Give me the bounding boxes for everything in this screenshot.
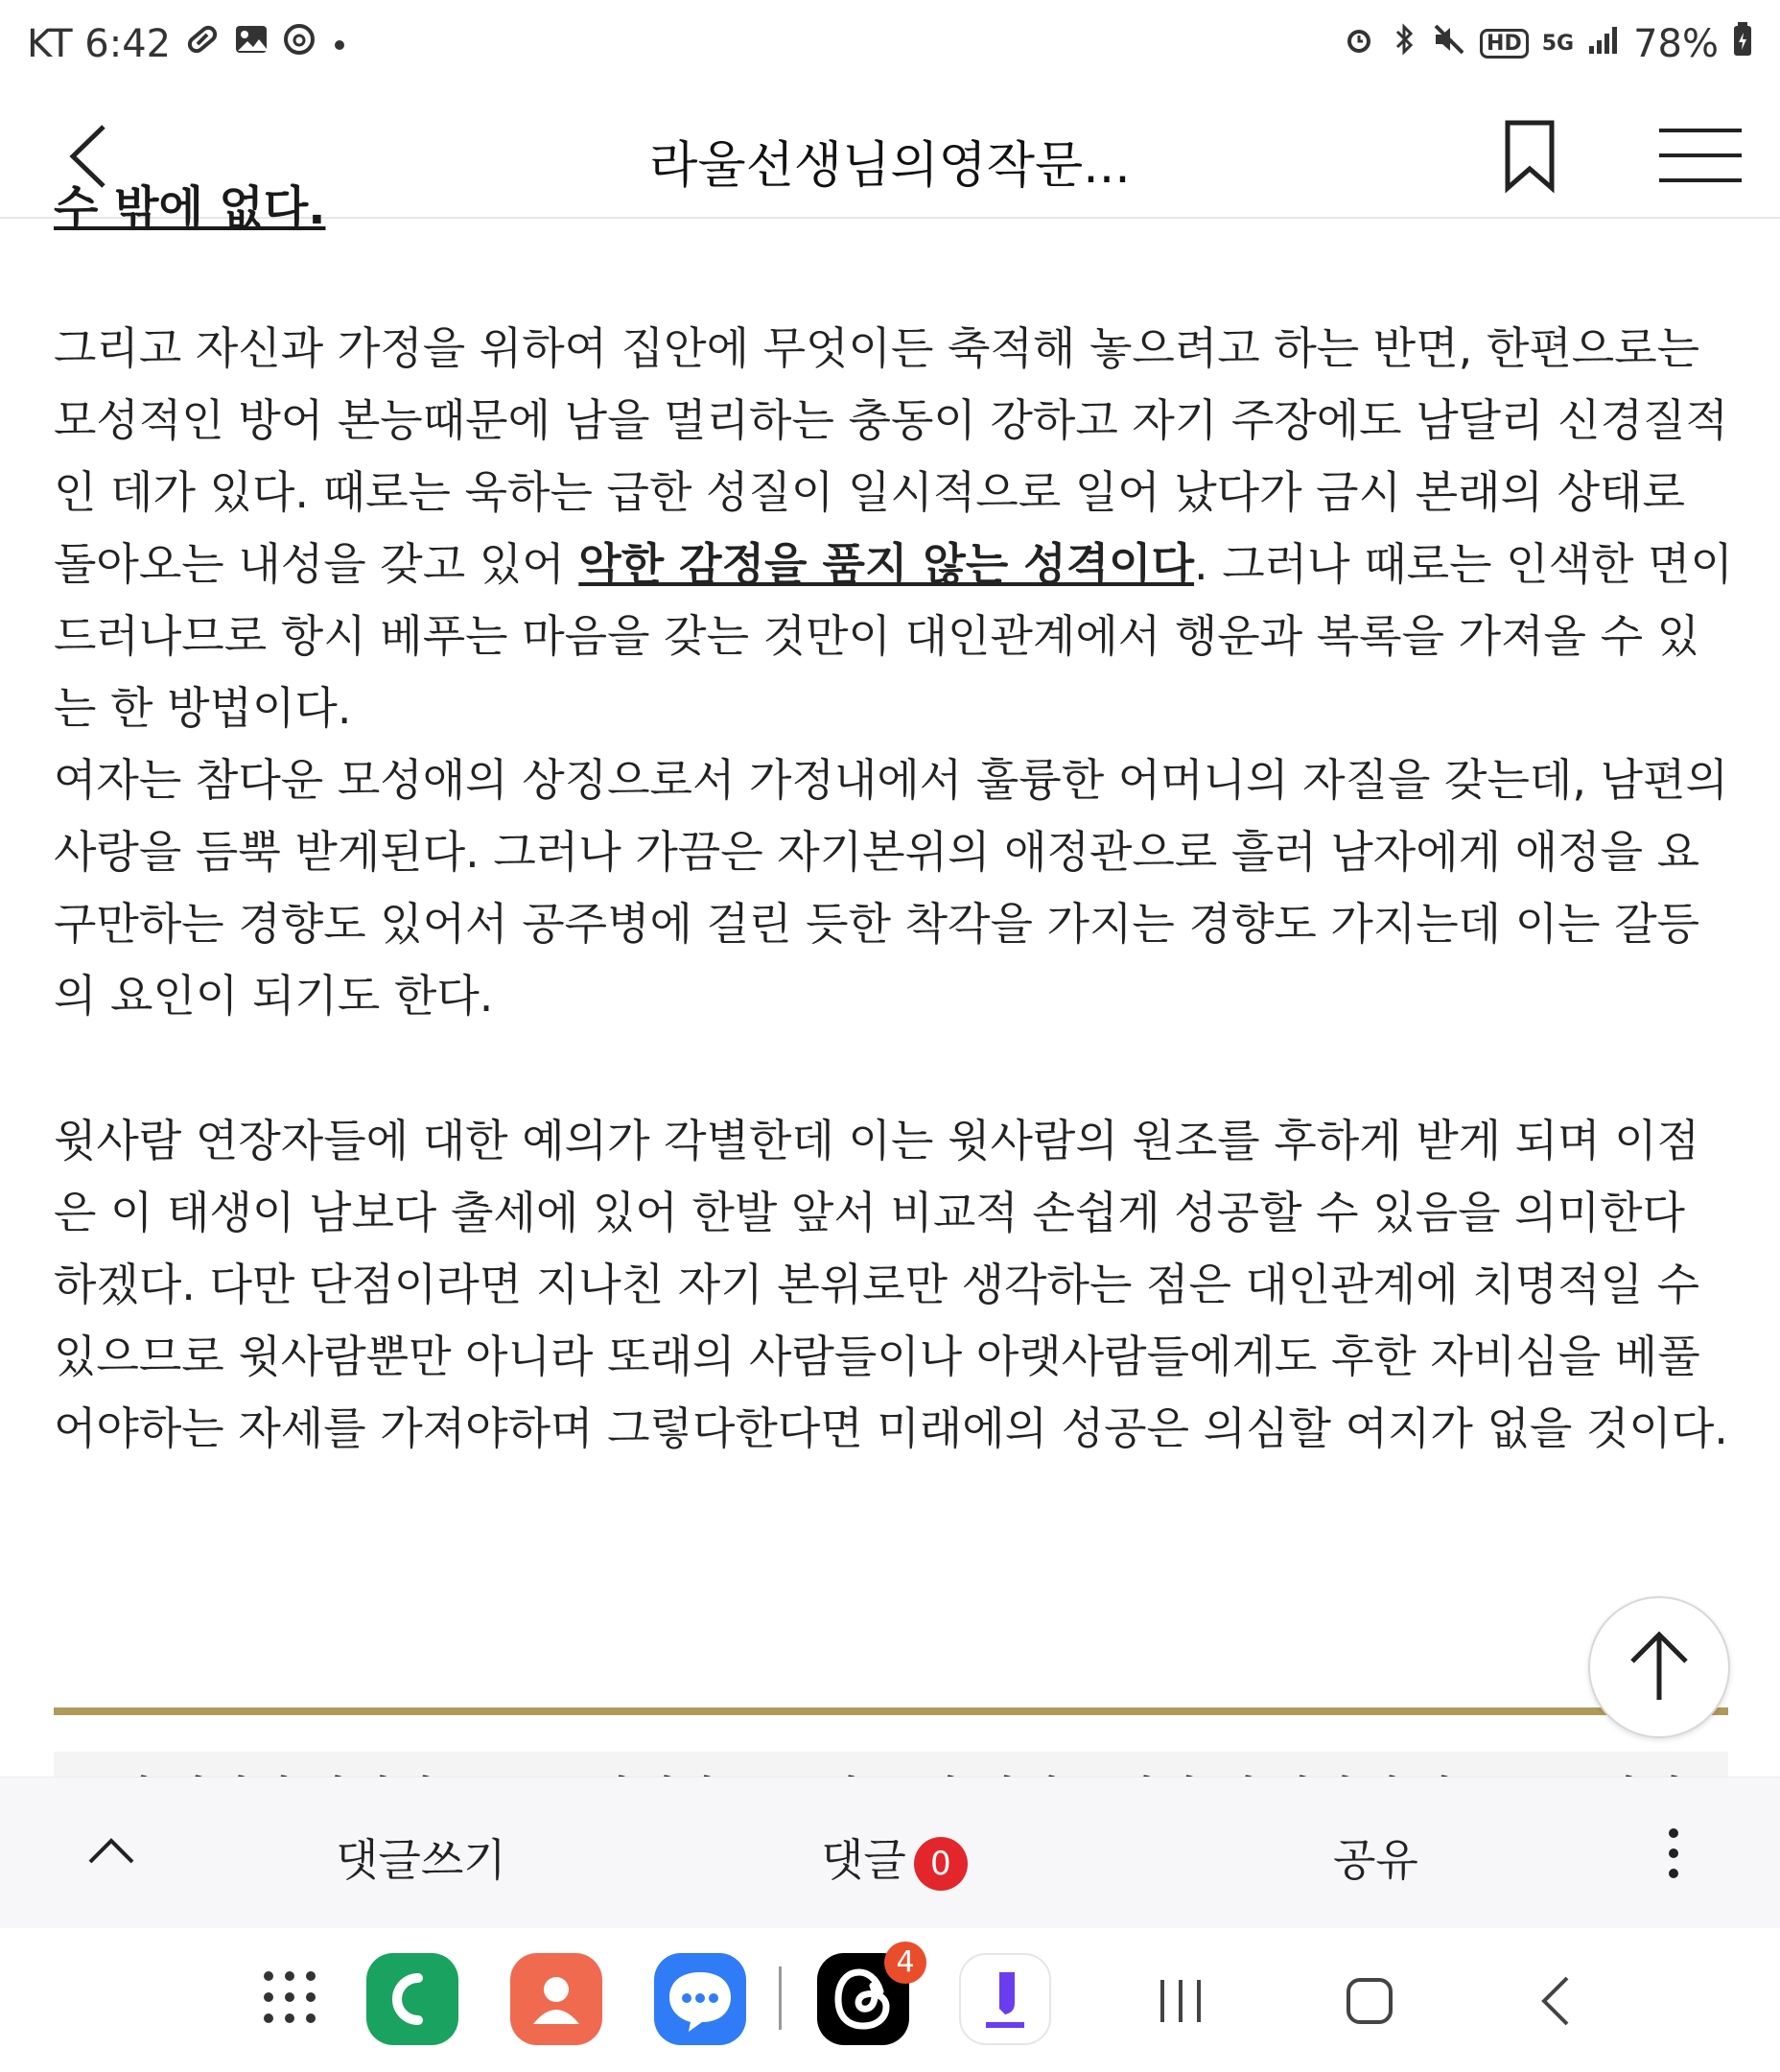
grid-icon xyxy=(259,1966,320,2028)
dock-divider xyxy=(779,1966,782,2030)
battery-icon xyxy=(1732,21,1753,66)
more-vertical-icon xyxy=(1659,1820,1688,1887)
hamburger-icon xyxy=(1651,121,1747,190)
comments-label: 댓글 xyxy=(821,1834,906,1886)
bottom-action-bar xyxy=(0,1777,1780,1929)
emphasis-text: 악한 감정을 품지 않는 성격이다 xyxy=(578,538,1195,590)
messages-app-icon[interactable] xyxy=(654,1953,746,2045)
cut-off-text-bottom xyxy=(54,1752,1728,1777)
recent-apps-button[interactable] xyxy=(1155,1972,1206,2030)
collapse-button[interactable] xyxy=(82,1824,140,1881)
scroll-to-top-button[interactable] xyxy=(1588,1596,1730,1738)
threads-status-icon xyxy=(282,22,316,65)
5g-icon: 5G xyxy=(1541,32,1575,56)
cut-off-text-top: 수 밖에 없다. xyxy=(54,181,326,235)
recents-icon xyxy=(1155,1972,1206,2030)
pill-icon xyxy=(184,21,221,66)
paragraph-2: 여자는 참다운 모성애의 상징으로서 가정내에서 훌륭한 어머니의 자질을 갖는데, 남편의 사랑을 듬뿍 받게된다. 그러나 가끔은 자기본위의 애정관으로 흘러 남자에게 애정을 요구만하는 경향도 있어서 공주병에 걸린 듯한 착각을 가지는 경향도 가지는데 이는 갈등의 요인이 되기도 한다. xyxy=(54,754,1728,1022)
status-bar xyxy=(0,0,1780,96)
writing-app-icon[interactable] xyxy=(959,1953,1051,2045)
status-right xyxy=(1342,21,1753,66)
threads-notification-badge: 4 xyxy=(884,1942,926,1984)
battery-percent: 78% xyxy=(1633,21,1719,66)
home-button[interactable] xyxy=(1341,1972,1398,2030)
alarm-icon xyxy=(1342,22,1376,65)
bluetooth-icon xyxy=(1390,22,1418,65)
gold-divider xyxy=(54,1707,1728,1715)
signal-icon xyxy=(1587,23,1620,64)
contacts-app-icon[interactable] xyxy=(510,1953,602,2045)
mute-icon xyxy=(1432,22,1466,65)
status-left xyxy=(27,21,349,66)
home-icon xyxy=(1341,1972,1398,2030)
comments-button[interactable] xyxy=(821,1825,968,1891)
app-drawer-button[interactable] xyxy=(259,1966,320,2028)
gallery-icon xyxy=(234,22,269,65)
chevron-up-icon xyxy=(82,1824,140,1881)
share-button[interactable]: 공유 xyxy=(1333,1834,1418,1886)
comment-count-badge: 0 xyxy=(914,1837,968,1891)
bookmark-icon xyxy=(1496,117,1563,194)
hd-icon: HD xyxy=(1480,29,1529,59)
write-comment-button[interactable]: 댓글쓰기 xyxy=(336,1834,506,1886)
nav-back-button[interactable] xyxy=(1533,1972,1581,2030)
bookmark-button[interactable] xyxy=(1496,117,1563,194)
paragraph-3: 윗사람 연장자들에 대한 예의가 각별한데 이는 윗사람의 원조를 후하게 받게 되며 이점은 이 태생이 남보다 출세에 있어 한발 앞서 비교적 손쉽게 성공할 수 있음을 의미한다 하겠다. 다만 단점이라면 지나친 자기 본위로만 생각하는 점은 대인관계에 치명적일 수 있으므로 윗사람뿐만 아니라 또래의 사람들이나 아랫사람들에게도 후한 자비심을 베풀어야하는 자세를 가져야하며 그렇다한다면 미래에의 성공은 의심할 여지가 없을 것이다. xyxy=(54,1115,1728,1454)
page-title: 라울선생님의영작문... xyxy=(649,137,1131,195)
dot-icon xyxy=(330,25,349,63)
back-arrow-icon xyxy=(1533,1972,1581,2030)
carrier-time: KT 6:42 xyxy=(27,21,172,66)
arrow-up-icon xyxy=(1590,1598,1728,1736)
menu-button[interactable] xyxy=(1651,121,1747,190)
phone-app-icon[interactable] xyxy=(366,1953,458,2045)
paragraph-1: 그리고 자신과 가정을 위하여 집안에 무엇이든 축적해 놓으려고 하는 반면, 한편으로는 모성적인 방어 본능때문에 남을 멀리하는 충동이 강하고 자기 주장에도 남달리 신경질적인 데가 있다. 때로는 욱하는 급한 성질이 일시적으로 일어 났다가 금시 본래의 상태로 돌아오는 내성을 갖고 있어 악한 감정을 품지 않는 성격이다. 그러나 때로는 인색한 면이 드러나므로 항시 베푸는 마음을 갖는 것만이 대인관계에서 행운과 복록을 가져올 수 있는 한 방법이다. xyxy=(54,322,1733,734)
more-options-button[interactable] xyxy=(1659,1820,1688,1887)
